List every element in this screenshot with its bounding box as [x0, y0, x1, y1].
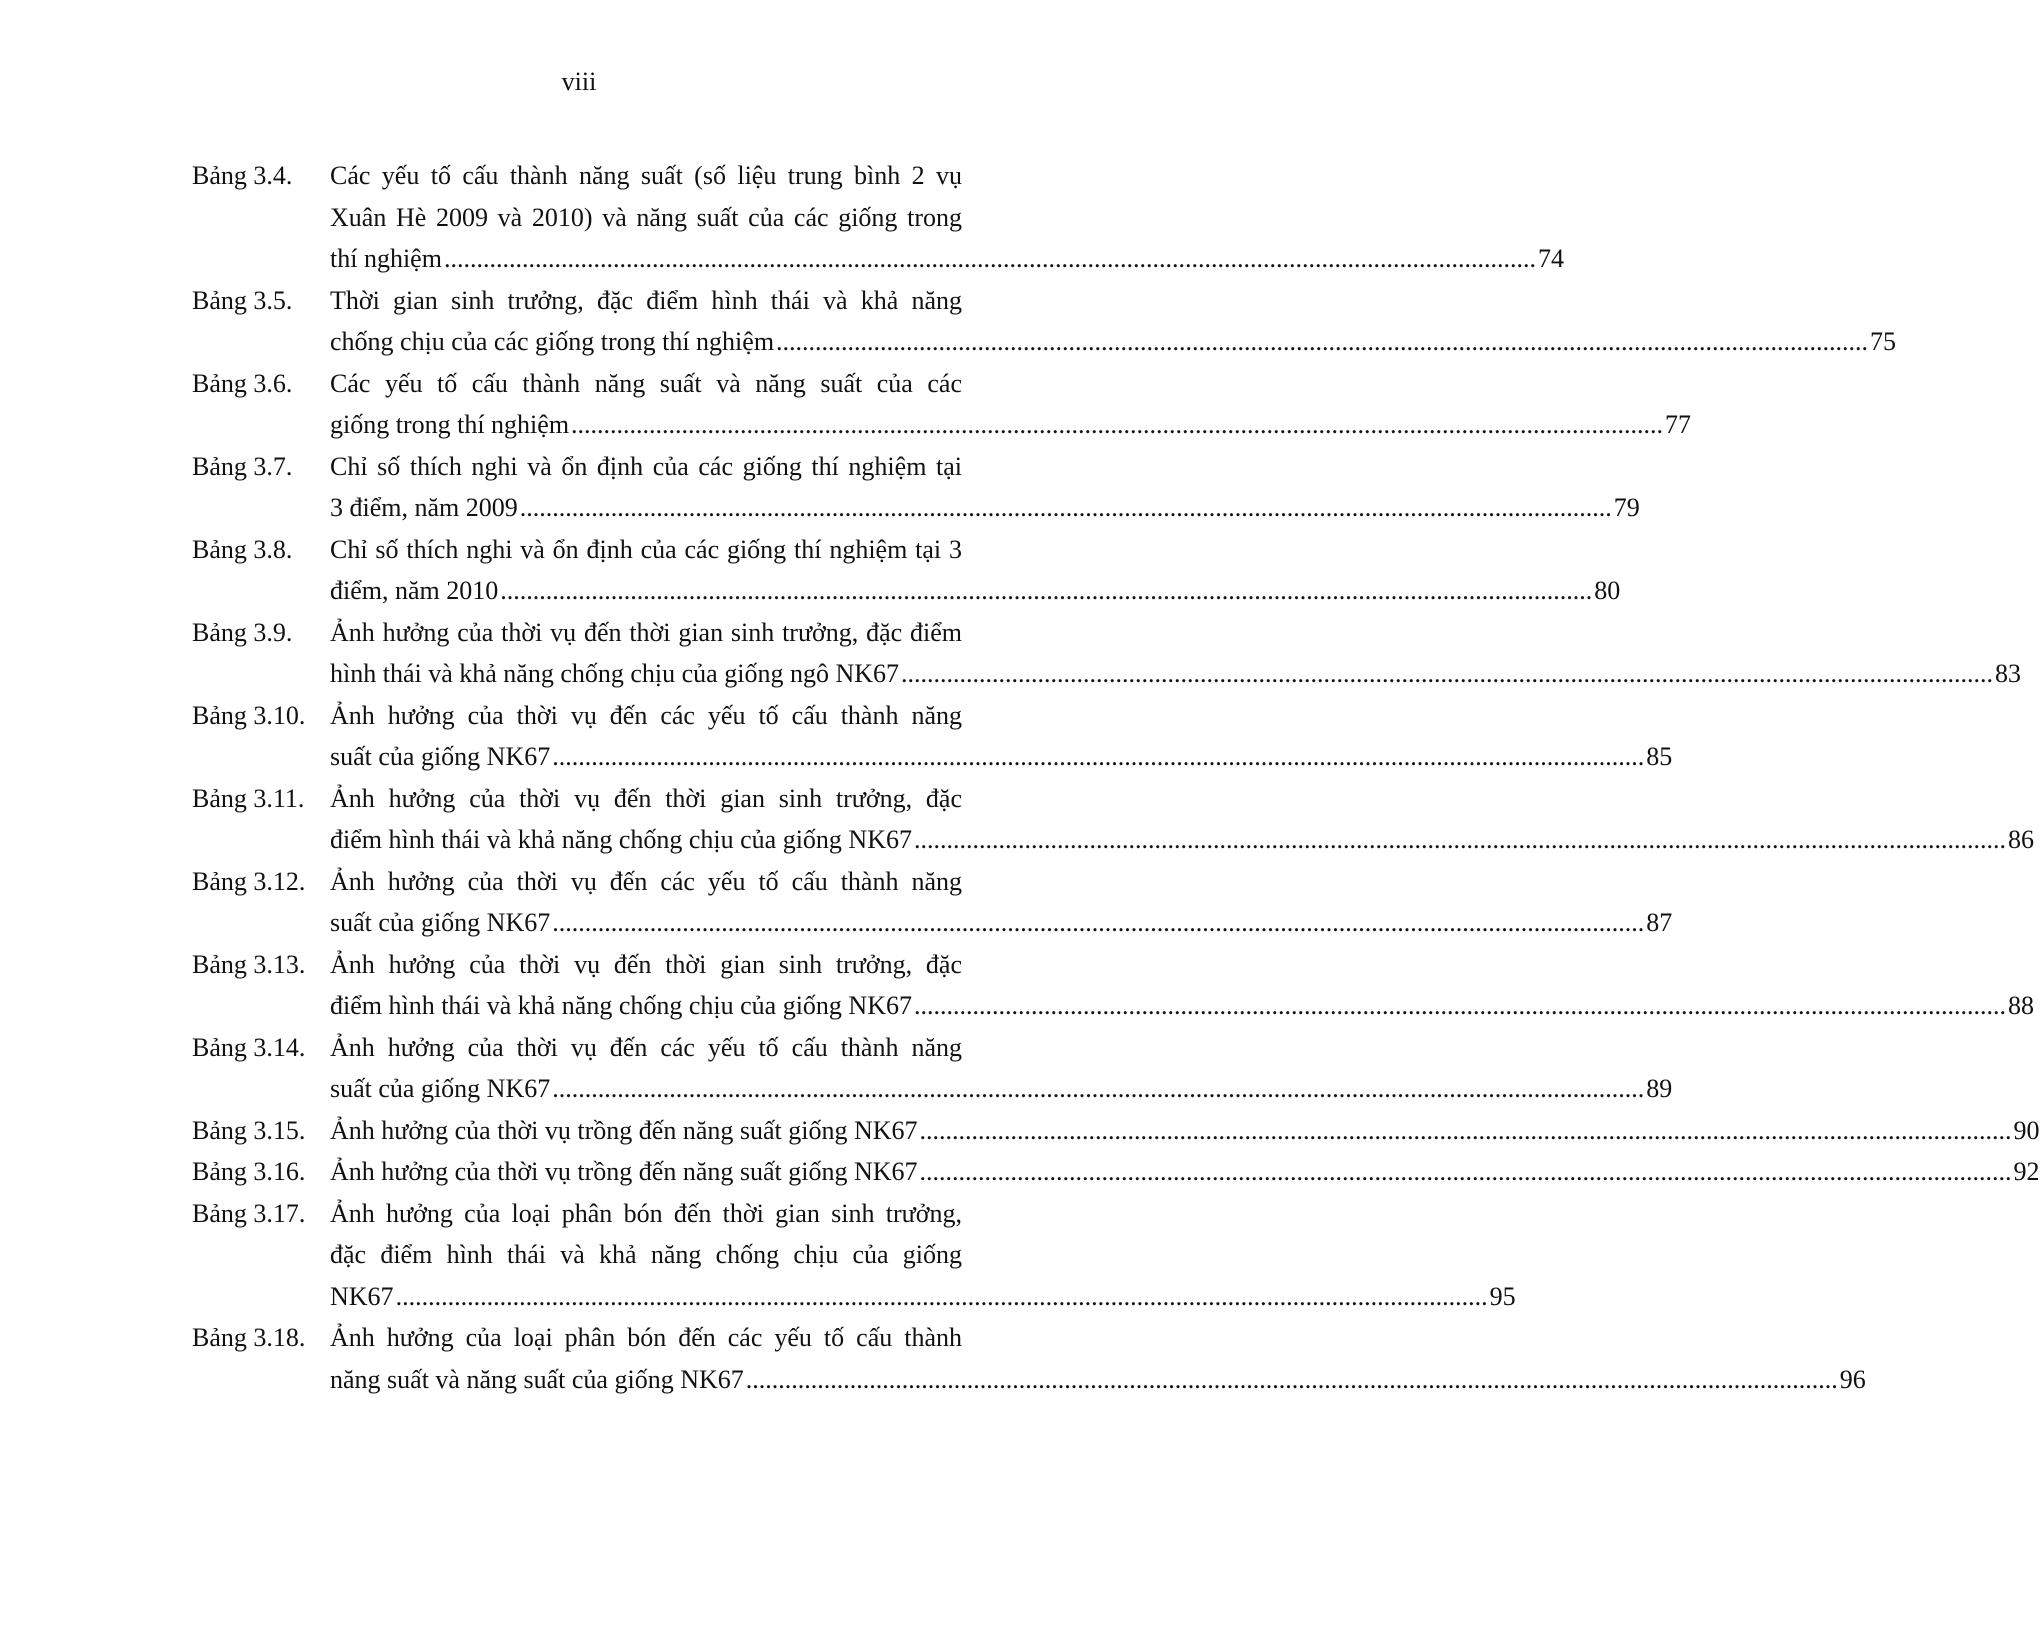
- toc-entry-label: Bảng 3.15.: [192, 1115, 306, 1145]
- toc-entry-title-line: năng suất và năng suất của giống NK67: [330, 1364, 744, 1394]
- toc-entry-title-last-line: [330, 238, 1564, 280]
- dot-leader: ........................................................................................................................................................................: [519, 493, 1612, 522]
- toc-entry-title-line: NK67: [330, 1281, 394, 1311]
- toc-entry-title: [330, 280, 1897, 363]
- toc-entry-title: [330, 155, 1564, 280]
- toc-entry[interactable]: [192, 1110, 2040, 1152]
- toc-entry-title-line: Ảnh hưởng của thời vụ đến các yếu tố cấu thành năng: [330, 1032, 962, 1062]
- toc-entry-title-line: Ảnh hưởng của thời vụ đến thời gian sinh trưởng, đặc điểm: [330, 617, 962, 647]
- toc-entry-title-line: Ảnh hưởng của loại phân bón đến thời gian sinh trưởng,: [330, 1198, 962, 1228]
- toc-entry-title-line: suất của giống NK67: [330, 742, 551, 771]
- toc-entry[interactable]: [192, 155, 1564, 280]
- dot-leader: ........................................................................................................................................................................: [913, 825, 2006, 854]
- toc-entry-label: Bảng 3.10.: [192, 700, 306, 730]
- toc-entry-label: Bảng 3.6.: [192, 368, 293, 398]
- toc-entry-title-last-line: [330, 570, 1621, 612]
- toc-entry-title: [330, 1110, 2040, 1152]
- toc-entry-title-line: điểm hình thái và khả năng chống chịu của giống NK67: [330, 991, 912, 1020]
- toc-entry-title-line: Các yếu tố cấu thành năng suất và năng suất của các: [330, 368, 962, 398]
- toc-entry-label: Bảng 3.16.: [192, 1157, 306, 1186]
- toc-entry-label: Bảng 3.9.: [192, 617, 293, 647]
- toc-entry-title-line: Ảnh hưởng của thời vụ đến các yếu tố cấu thành năng: [330, 700, 962, 730]
- toc-entry-title-last-line: [330, 321, 1897, 363]
- toc-entry-page-number[interactable]: 80: [1594, 576, 1621, 605]
- toc-entry-label: Bảng 3.7.: [192, 451, 293, 481]
- toc-entry-page-number[interactable]: 89: [1646, 1074, 1673, 1103]
- toc-entry-title-last-line: [330, 1276, 1516, 1318]
- toc-entry-label: Bảng 3.12.: [192, 866, 306, 896]
- toc-entry[interactable]: [192, 363, 1692, 446]
- toc-entry-title-line: hình thái và khả năng chống chịu của giống ngô NK67: [330, 659, 899, 688]
- toc-entry-label: Bảng 3.13.: [192, 949, 306, 979]
- toc-entry-label: Bảng 3.8.: [192, 534, 293, 564]
- toc-entry-title-line: Chỉ số thích nghi và ổn định của các giống thí nghiệm tại 3: [330, 534, 962, 564]
- toc-entry[interactable]: [192, 1027, 1673, 1110]
- toc-entry-page-number[interactable]: 79: [1613, 493, 1640, 522]
- toc-entry-title-last-line: [330, 985, 2034, 1027]
- toc-entry-title-line: Ảnh hưởng của thời vụ trồng đến năng suất giống NK67: [330, 1157, 918, 1186]
- toc-entry-page-number[interactable]: 92: [2013, 1157, 2040, 1186]
- toc-entry-title: [330, 529, 1621, 612]
- dot-leader: ........................................................................................................................................................................: [745, 1364, 1838, 1394]
- toc-entry-page-number[interactable]: 87: [1646, 908, 1673, 937]
- dot-leader: ........................................................................................................................................................................: [552, 742, 1645, 771]
- dot-leader: ........................................................................................................................................................................: [919, 1157, 2012, 1186]
- toc-entry-title-last-line: [330, 1151, 2040, 1193]
- toc-entry-title-line: điểm, năm 2010: [330, 576, 499, 605]
- dot-leader: ........................................................................................................................................................................: [552, 1074, 1645, 1103]
- toc-entry[interactable]: [192, 1193, 1516, 1318]
- dot-leader: ........................................................................................................................................................................: [395, 1281, 1488, 1311]
- toc-entry-title: [330, 944, 2034, 1027]
- toc-entry-title-line: Các yếu tố cấu thành năng suất (số liệu trung bình 2 vụ: [330, 161, 962, 190]
- toc-entry-title-last-line: [330, 1068, 1673, 1110]
- dot-leader: ........................................................................................................................................................................: [443, 244, 1536, 273]
- toc-entry-label: Bảng 3.17.: [192, 1198, 306, 1228]
- toc-entry[interactable]: [192, 944, 2034, 1027]
- toc-entry-title: [330, 446, 1640, 529]
- toc-entry-title-line: giống trong thí nghiệm: [330, 410, 570, 439]
- toc-entry-page-number[interactable]: 86: [2007, 825, 2034, 854]
- dot-leader: ........................................................................................................................................................................: [500, 576, 1593, 605]
- dot-leader: ........................................................................................................................................................................: [919, 1115, 2012, 1145]
- toc-entry-title-line: Chỉ số thích nghi và ổn định của các giống thí nghiệm tại: [330, 451, 962, 481]
- toc-entry[interactable]: [192, 529, 1621, 612]
- toc-entry-title: [330, 778, 2034, 861]
- toc-entry-title-last-line: [330, 1359, 1866, 1401]
- page-number: viii: [561, 67, 597, 96]
- toc-entry[interactable]: [192, 695, 1673, 778]
- toc-entry[interactable]: [192, 861, 1673, 944]
- toc-entry-title-line: Thời gian sinh trưởng, đặc điểm hình thái và khả năng: [330, 285, 962, 315]
- dot-leader: ........................................................................................................................................................................: [571, 410, 1664, 439]
- toc-entry-label: Bảng 3.11.: [192, 783, 305, 813]
- toc-entry-page-number[interactable]: 96: [1839, 1364, 1866, 1394]
- toc-entry[interactable]: [192, 778, 2034, 861]
- toc-entry-title: [330, 612, 2021, 695]
- toc-entry-title-line: điểm hình thái và khả năng chống chịu của giống NK67: [330, 825, 912, 854]
- toc-entry-title-last-line: [330, 736, 1673, 778]
- toc-entry-page-number[interactable]: 83: [1995, 659, 2021, 688]
- dot-leader: ........................................................................................................................................................................: [901, 659, 1993, 688]
- toc-entry-title-line: suất của giống NK67: [330, 908, 551, 937]
- toc-entry-label: Bảng 3.14.: [192, 1032, 306, 1062]
- toc-entry-page-number[interactable]: 77: [1665, 410, 1692, 439]
- toc-entry-title-last-line: [330, 1110, 2040, 1152]
- toc-entry-page-number[interactable]: 75: [1870, 327, 1897, 356]
- toc-entry-title-line: suất của giống NK67: [330, 1074, 551, 1103]
- toc-entry-title: [330, 363, 1692, 446]
- toc-entry-title: [330, 1027, 1673, 1110]
- toc-entry-title: [330, 695, 1673, 778]
- toc-entry-title-line: thí nghiệm: [330, 244, 442, 273]
- dot-leader: ........................................................................................................................................................................: [913, 991, 2006, 1020]
- toc-entry-page-number[interactable]: 95: [1489, 1281, 1516, 1311]
- dot-leader: ........................................................................................................................................................................: [552, 908, 1645, 937]
- toc-entry-title-line: Ảnh hưởng của thời vụ trồng đến năng suất giống NK67: [330, 1115, 918, 1145]
- toc-entry-title-line: 3 điểm, năm 2009: [330, 493, 518, 522]
- toc-entry-title-last-line: [330, 819, 2034, 861]
- toc-entry-title-last-line: [330, 487, 1640, 529]
- toc-entry-page-number[interactable]: 90: [2013, 1115, 2040, 1145]
- toc-entry[interactable]: [192, 612, 2021, 695]
- toc-entry-title: [330, 1193, 1516, 1318]
- toc-entry-title: [330, 1317, 1866, 1400]
- toc-entry-title-line: chống chịu của các giống trong thí nghiệm: [330, 327, 775, 356]
- toc-entry-label: Bảng 3.4.: [192, 161, 293, 190]
- toc-entry-label: Bảng 3.5.: [192, 285, 293, 315]
- toc-entry-title: [330, 1151, 2040, 1193]
- toc-entry-title-line: Ảnh hưởng của thời vụ đến các yếu tố cấu thành năng: [330, 866, 962, 896]
- toc-entry-page-number[interactable]: 88: [2007, 991, 2034, 1020]
- dot-leader: ........................................................................................................................................................................: [776, 327, 1869, 356]
- toc-entry-title-line: Ảnh hưởng của thời vụ đến thời gian sinh trưởng, đặc: [330, 949, 962, 979]
- toc-entry-title-line: đặc điểm hình thái và khả năng chống chịu của giống: [330, 1240, 962, 1269]
- toc-entry-title-last-line: [330, 653, 2021, 695]
- table-of-contents: [192, 155, 2040, 1400]
- toc-entry-title-line: Ảnh hưởng của loại phân bón đến các yếu tố cấu thành: [330, 1323, 962, 1352]
- toc-entry-title-line: Ảnh hưởng của thời vụ đến thời gian sinh trưởng, đặc: [330, 783, 962, 813]
- toc-entry-page-number[interactable]: 74: [1537, 244, 1564, 273]
- toc-entry-title-last-line: [330, 404, 1692, 446]
- toc-entry[interactable]: [192, 446, 1640, 529]
- toc-entry-title-line: Xuân Hè 2009 và 2010) và năng suất của các giống trong: [330, 202, 962, 232]
- toc-entry-title-last-line: [330, 902, 1673, 944]
- toc-entry-page-number[interactable]: 85: [1646, 742, 1673, 771]
- toc-entry[interactable]: [192, 280, 1897, 363]
- toc-entry[interactable]: [192, 1151, 2040, 1193]
- toc-entry-label: Bảng 3.18.: [192, 1323, 306, 1352]
- toc-entry-title: [330, 861, 1673, 944]
- toc-entry[interactable]: [192, 1317, 1866, 1400]
